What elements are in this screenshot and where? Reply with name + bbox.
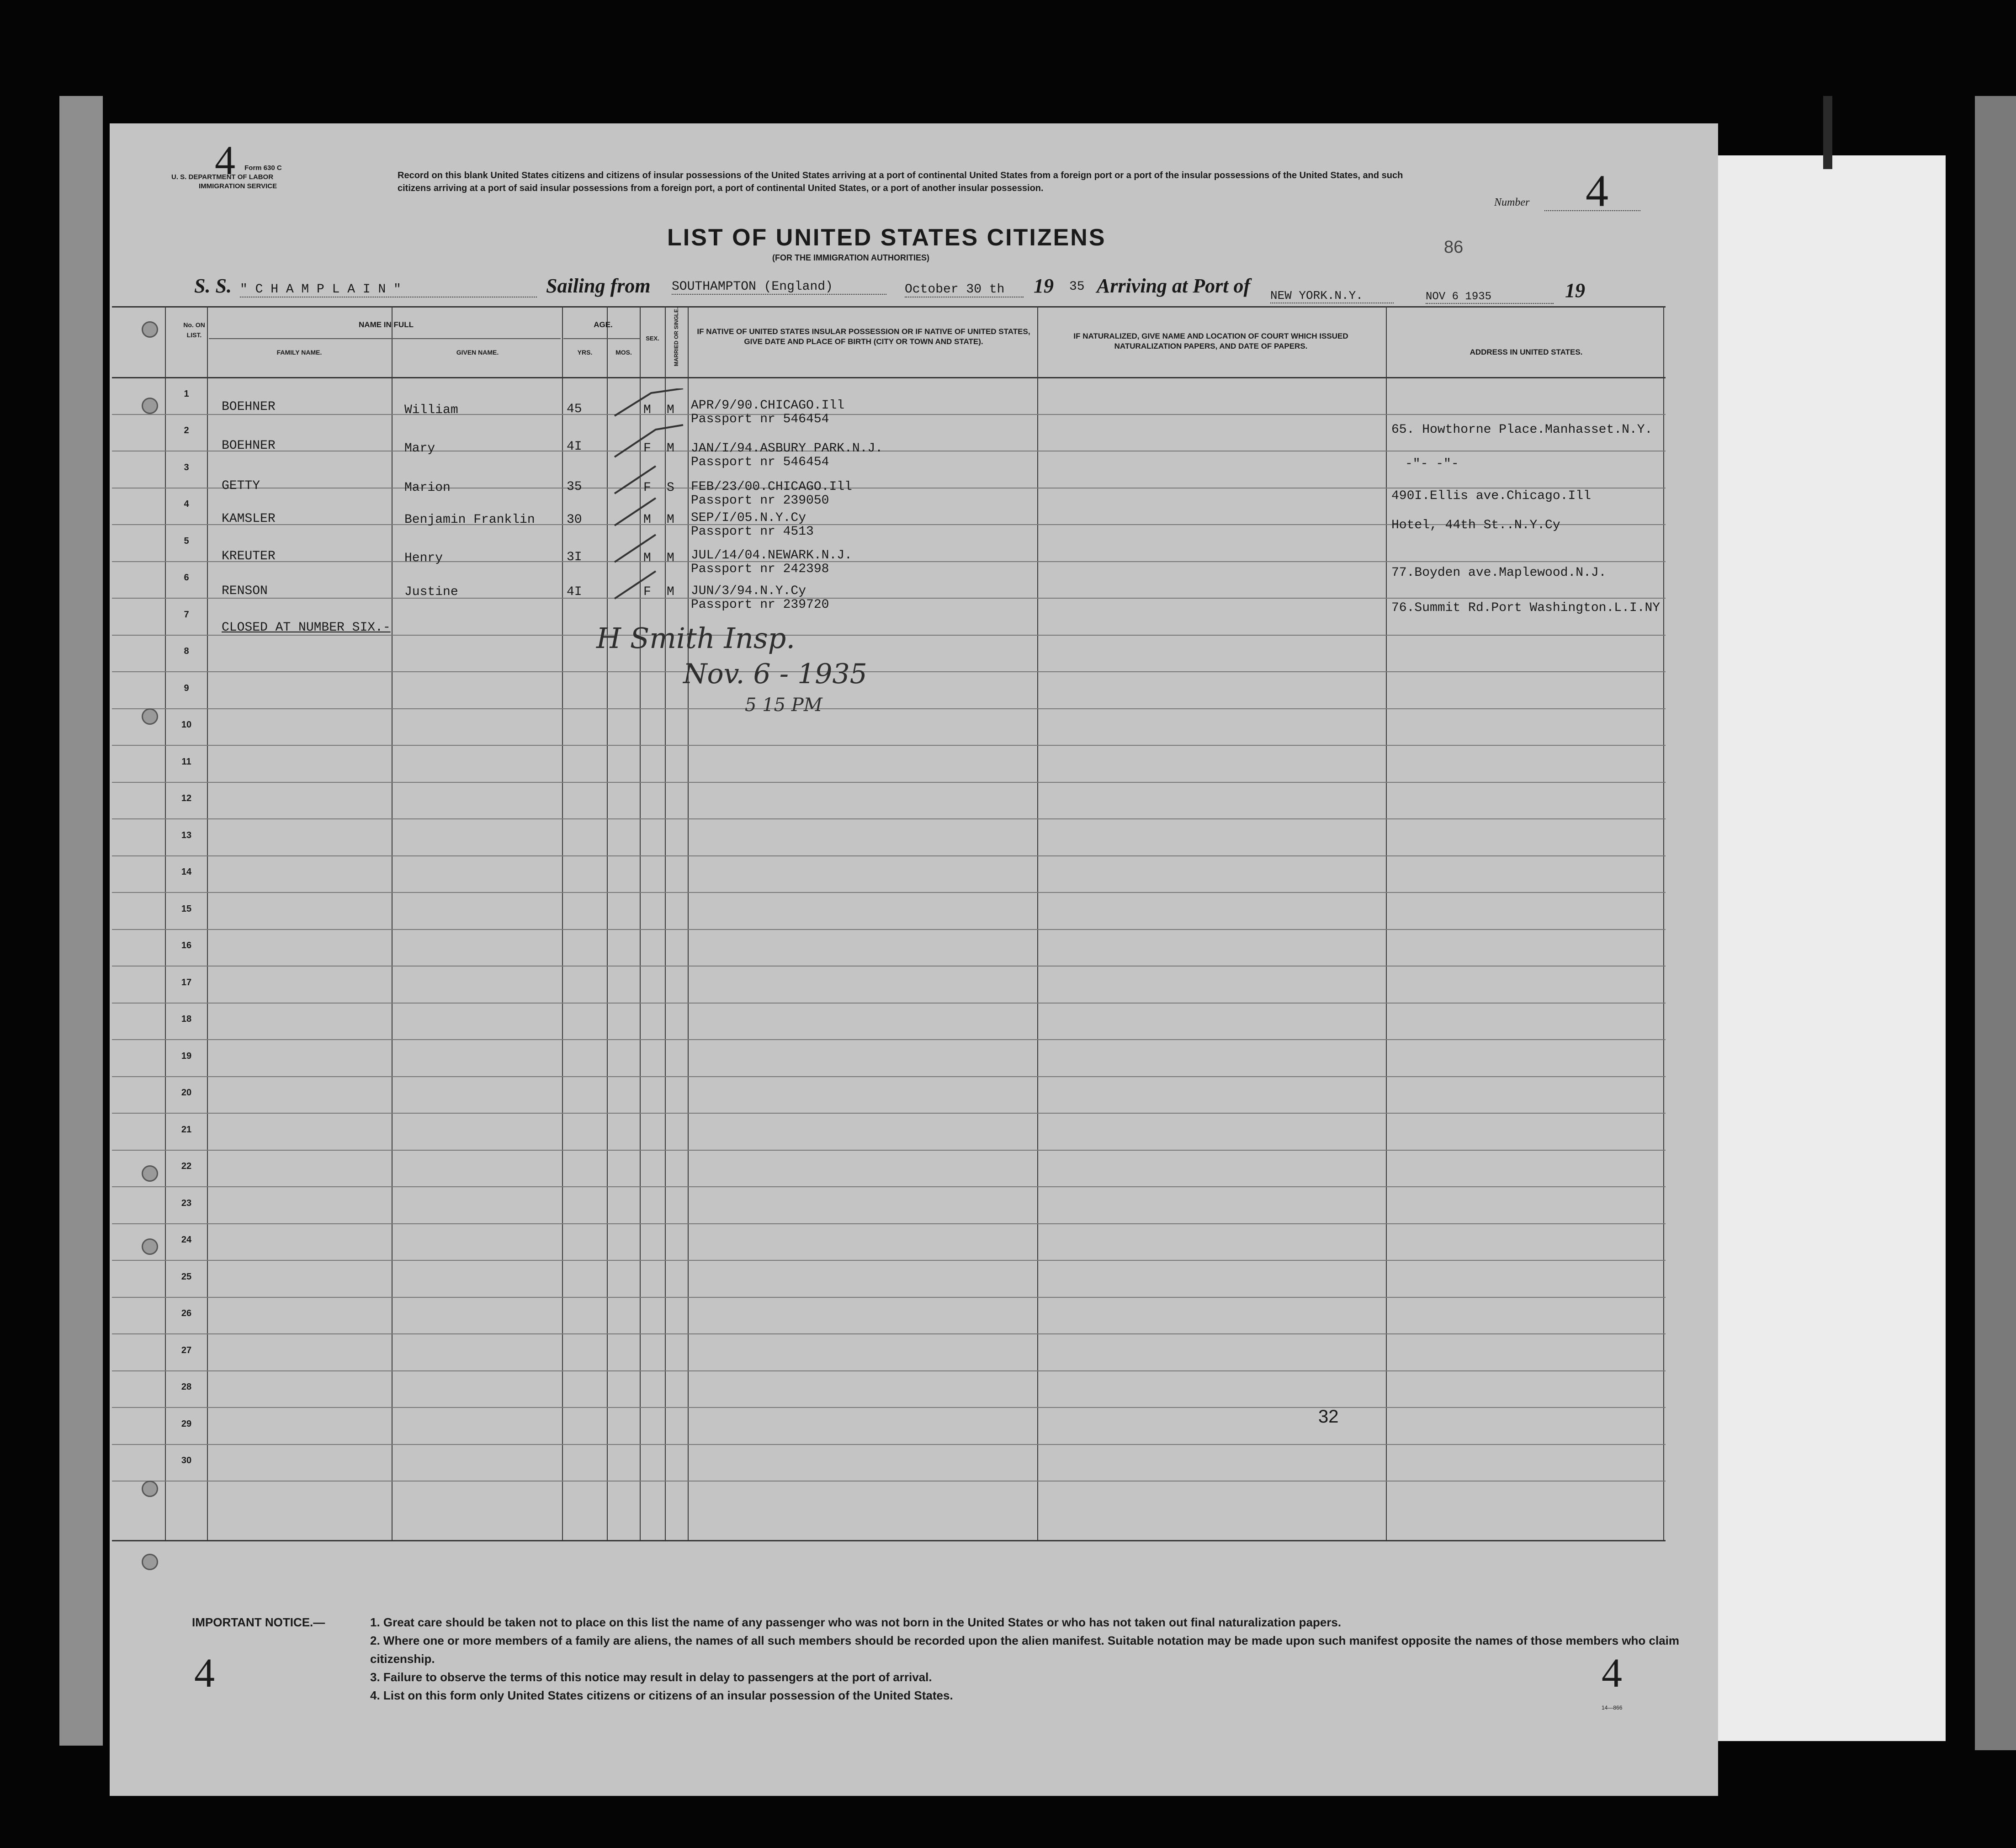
sex: M <box>643 551 651 565</box>
binding-clip <box>1823 96 1832 169</box>
row-number: 16 <box>181 940 192 951</box>
birth-info: JUL/14/04.NEWARK.N.J. <box>691 548 852 563</box>
print-code: 14—866 <box>1602 1705 1623 1711</box>
row-line <box>112 1260 1666 1261</box>
sex: M <box>643 403 651 417</box>
row-number: 13 <box>181 830 192 840</box>
row-line <box>112 818 1666 819</box>
facing-page-flap <box>1713 155 1946 1741</box>
age-years: 45 <box>567 402 582 416</box>
row-number: 29 <box>181 1418 192 1429</box>
birth-info: APR/9/90.CHICAGO.Ill <box>691 398 845 413</box>
row-number: 10 <box>181 720 192 730</box>
row-line <box>112 1039 1666 1040</box>
header-sex: SEX. <box>646 335 659 342</box>
punch-hole <box>142 1165 158 1182</box>
notice-heading: IMPORTANT NOTICE.— <box>192 1615 325 1629</box>
row-number: 27 <box>181 1345 192 1355</box>
header-bottom-border <box>112 377 1666 378</box>
row-number: 17 <box>181 977 192 988</box>
row-line <box>112 892 1666 893</box>
row-line <box>112 1297 1666 1298</box>
family-name: GETTY <box>222 479 260 493</box>
col-line-naturalized <box>1037 306 1038 1540</box>
us-address: 490I.Ellis ave.Chicago.Ill <box>1391 489 1591 503</box>
row-number: 6 <box>184 573 189 583</box>
row-number: 7 <box>184 609 189 620</box>
closed-note: CLOSED AT NUMBER SIX.- <box>222 621 391 635</box>
row-number: 24 <box>181 1235 192 1245</box>
row-number: 8 <box>184 646 189 656</box>
row-number: 11 <box>181 756 191 767</box>
col-line-given <box>392 306 393 1540</box>
row-line <box>112 1113 1666 1114</box>
document-title: LIST OF UNITED STATES CITIZENS <box>667 224 1106 251</box>
row-line <box>112 1223 1666 1224</box>
row-number: 4 <box>184 499 189 509</box>
port-of-arrival: NEW YORK.N.Y. <box>1270 289 1394 303</box>
us-address: 65. Howthorne Place.Manhasset.N.Y. <box>1391 423 1653 437</box>
name-header-rule <box>209 338 561 339</box>
row-number: 20 <box>181 1088 192 1098</box>
row-line <box>112 671 1666 672</box>
passport-number: Passport nr 546454 <box>691 455 829 469</box>
year-suffix: 35 <box>1069 280 1085 294</box>
age-years: 3I <box>567 550 582 564</box>
sailing-label: Sailing from <box>546 275 651 297</box>
row-line <box>112 1481 1666 1482</box>
row-line <box>112 745 1666 746</box>
row-number: 15 <box>181 903 192 914</box>
inspection-time: 5 15 PM <box>745 695 822 716</box>
family-name: BOEHNER <box>222 439 276 453</box>
marital-status: M <box>667 513 674 527</box>
us-address: 77.Boyden ave.Maplewood.N.J. <box>1391 566 1607 580</box>
passport-number: Passport nr 4513 <box>691 525 814 539</box>
inspector-signature: H Smith Insp. <box>596 621 796 655</box>
notice-item-1: 1. Great care should be taken not to place on this list the name of any passenger who was not born in the United States or who has not taken out final naturalization papers. <box>370 1615 1342 1629</box>
row-line <box>112 414 1666 415</box>
header-name-in-full: NAME IN FULL <box>359 320 414 329</box>
col-line-yrs <box>562 306 563 1540</box>
row-number: 3 <box>184 462 189 473</box>
punch-hole <box>142 398 158 414</box>
age-years: 35 <box>567 480 582 494</box>
page-mark-bottom-right: 4 <box>1602 1651 1622 1696</box>
notice-item-3: 3. Failure to observe the terms of this notice may result in delay to passengers at the port of arrival. <box>370 1670 932 1684</box>
check-marks <box>605 388 770 626</box>
header-mos: MOS. <box>615 349 632 356</box>
row-number: 23 <box>181 1198 192 1208</box>
department-name: U. S. DEPARTMENT OF LABOR <box>171 173 274 181</box>
family-name: KAMSLER <box>222 512 276 526</box>
right-mount <box>1975 96 2016 1750</box>
age-years: 4I <box>567 440 582 454</box>
passport-number: Passport nr 546454 <box>691 412 829 426</box>
age-years: 30 <box>567 513 582 527</box>
inspection-date: Nov. 6 - 1935 <box>683 658 867 690</box>
notice-item-2: 2. Where one or more members of a family are aliens, the names of all such members should be recorded upon the alien manifest. Suitable notation may be made upon such manifest opposite the names of those members who claim citizenship. <box>370 1634 1680 1666</box>
left-mount <box>59 96 103 1746</box>
sex: F <box>643 585 651 599</box>
row-line <box>112 488 1666 489</box>
number-value: 4 <box>1586 165 1608 216</box>
row-number: 26 <box>181 1308 192 1318</box>
col-line-family <box>207 306 208 1540</box>
header-age: AGE. <box>594 320 613 329</box>
row-line <box>112 1333 1666 1334</box>
sex: M <box>643 513 651 527</box>
document-subtitle: (FOR THE IMMIGRATION AUTHORITIES) <box>772 253 929 262</box>
us-address: 76.Summit Rd.Port Washington.L.I.NY <box>1391 601 1661 615</box>
row-number: 9 <box>184 683 189 693</box>
form-intro-text: Record on this blank United States citizens and citizens of insular possessions of the United States arriving at a port of continental United States from a foreign port or a port of the insular possessions of the United States, and such citizens arriving at a port of said insular possessions from a foreign port, a port of continental United States, or a port of another insular possession. <box>398 170 1403 193</box>
service-name: IMMIGRATION SERVICE <box>199 182 277 190</box>
us-address: Hotel, 44th St..N.Y.Cy <box>1391 518 1560 532</box>
given-name: Benjamin Franklin <box>404 513 535 527</box>
notice-item-4: 4. List on this form only United States citizens or citizens of an insular possession of the United States. <box>370 1689 953 1702</box>
row-line <box>112 1150 1666 1151</box>
header-naturalized: IF NATURALIZED, GIVE NAME AND LOCATION OF COURT WHICH ISSUED NATURALIZATION PAPERS, AND DATE OF PAPERS. <box>1073 332 1348 350</box>
page-mark-bottom-left: 4 <box>194 1651 215 1696</box>
passport-number: Passport nr 239050 <box>691 494 829 508</box>
given-name: Henry <box>404 551 443 565</box>
row-number: 18 <box>181 1014 192 1024</box>
table-top-border <box>112 306 1666 308</box>
row-line <box>112 561 1666 562</box>
ss-label: S. S. <box>194 275 232 297</box>
departure-date: October 30 th <box>905 282 1024 297</box>
sex: F <box>643 441 651 456</box>
page-count: 32 <box>1318 1407 1339 1427</box>
row-number: 28 <box>181 1382 192 1392</box>
number-label: Number <box>1494 196 1530 208</box>
birth-info: JAN/I/94.ASBURY PARK.N.J. <box>691 441 883 456</box>
arriving-label: Arriving at Port of <box>1097 275 1251 297</box>
given-name: William <box>404 403 458 417</box>
row-line <box>112 1444 1666 1445</box>
punch-hole <box>142 1554 158 1570</box>
marital-status: M <box>667 551 674 565</box>
year2: 19 <box>1565 279 1585 302</box>
header-no: No. ON LIST. <box>183 321 205 339</box>
birth-info: SEP/I/05.N.Y.Cy <box>691 511 806 525</box>
notice-items <box>370 1613 1695 1705</box>
header-given-name: GIVEN NAME. <box>456 349 499 356</box>
given-name: Justine <box>404 585 458 599</box>
marital-status: M <box>667 441 674 456</box>
age-header-rule <box>563 338 640 339</box>
header-family-name: FAMILY NAME. <box>276 349 322 356</box>
birth-info: JUN/3/94.N.Y.Cy <box>691 584 806 598</box>
row-line <box>112 929 1666 930</box>
col-line-address <box>1386 306 1387 1540</box>
row-line <box>112 1076 1666 1077</box>
form-number: Form 630 C <box>244 164 282 172</box>
year-prefix: 19 <box>1034 275 1054 297</box>
punch-hole <box>142 1481 158 1497</box>
row-number: 22 <box>181 1161 192 1171</box>
header-native: IF NATIVE OF UNITED STATES INSULAR POSSESSION OR IF NATIVE OF UNITED STATES, GIVE DATE AND PLACE OF BIRTH (CITY OR TOWN AND STATE). <box>697 327 1030 346</box>
col-line-end <box>1663 306 1664 1540</box>
row-number: 30 <box>181 1455 192 1466</box>
marital-status: M <box>667 403 674 417</box>
punch-hole <box>142 321 158 338</box>
row-line <box>112 598 1666 599</box>
sex: F <box>643 481 651 495</box>
passport-number: Passport nr 239720 <box>691 598 829 612</box>
row-number: 14 <box>181 867 192 877</box>
family-name: BOEHNER <box>222 400 276 414</box>
given-name: Mary <box>404 441 435 456</box>
birth-info: FEB/23/00.CHICAGO.Ill <box>691 480 852 494</box>
table-bottom-border <box>112 1540 1666 1541</box>
row-line <box>112 1370 1666 1371</box>
age-years: 4I <box>567 585 582 599</box>
marital-status: S <box>667 481 674 495</box>
stamp-number: 86 <box>1444 238 1464 257</box>
header-address: ADDRESS IN UNITED STATES. <box>1470 348 1583 356</box>
arrival-date: NOV 6 1935 <box>1426 291 1554 304</box>
port-of-departure: SOUTHAMPTON (England) <box>672 280 886 295</box>
passenger-table <box>112 306 1666 1540</box>
row-line <box>112 1186 1666 1187</box>
row-number: 1 <box>184 388 189 399</box>
row-line <box>112 1003 1666 1004</box>
punch-hole <box>142 1238 158 1255</box>
passport-number: Passport nr 242398 <box>691 562 829 576</box>
row-number: 5 <box>184 536 189 546</box>
row-line <box>112 1407 1666 1408</box>
family-name: KREUTER <box>222 549 276 563</box>
row-line <box>112 855 1666 856</box>
row-line <box>112 708 1666 709</box>
row-number: 25 <box>181 1271 192 1282</box>
marital-status: M <box>667 585 674 599</box>
header-married: MARRIED OR SINGLE. <box>673 307 679 366</box>
header-yrs: YRS. <box>577 349 593 356</box>
page-mark-top: 4 <box>215 138 235 183</box>
punch-hole <box>142 708 158 725</box>
row-number: 21 <box>181 1124 192 1135</box>
row-number: 12 <box>181 793 192 803</box>
row-line <box>112 782 1666 783</box>
row-number: 19 <box>181 1051 192 1061</box>
family-name: RENSON <box>222 584 268 598</box>
given-name: Marion <box>404 481 451 495</box>
row-number: 2 <box>184 425 189 435</box>
us-address: -"- -"- <box>1405 457 1459 471</box>
ship-name: " C H A M P L A I N " <box>240 282 537 297</box>
